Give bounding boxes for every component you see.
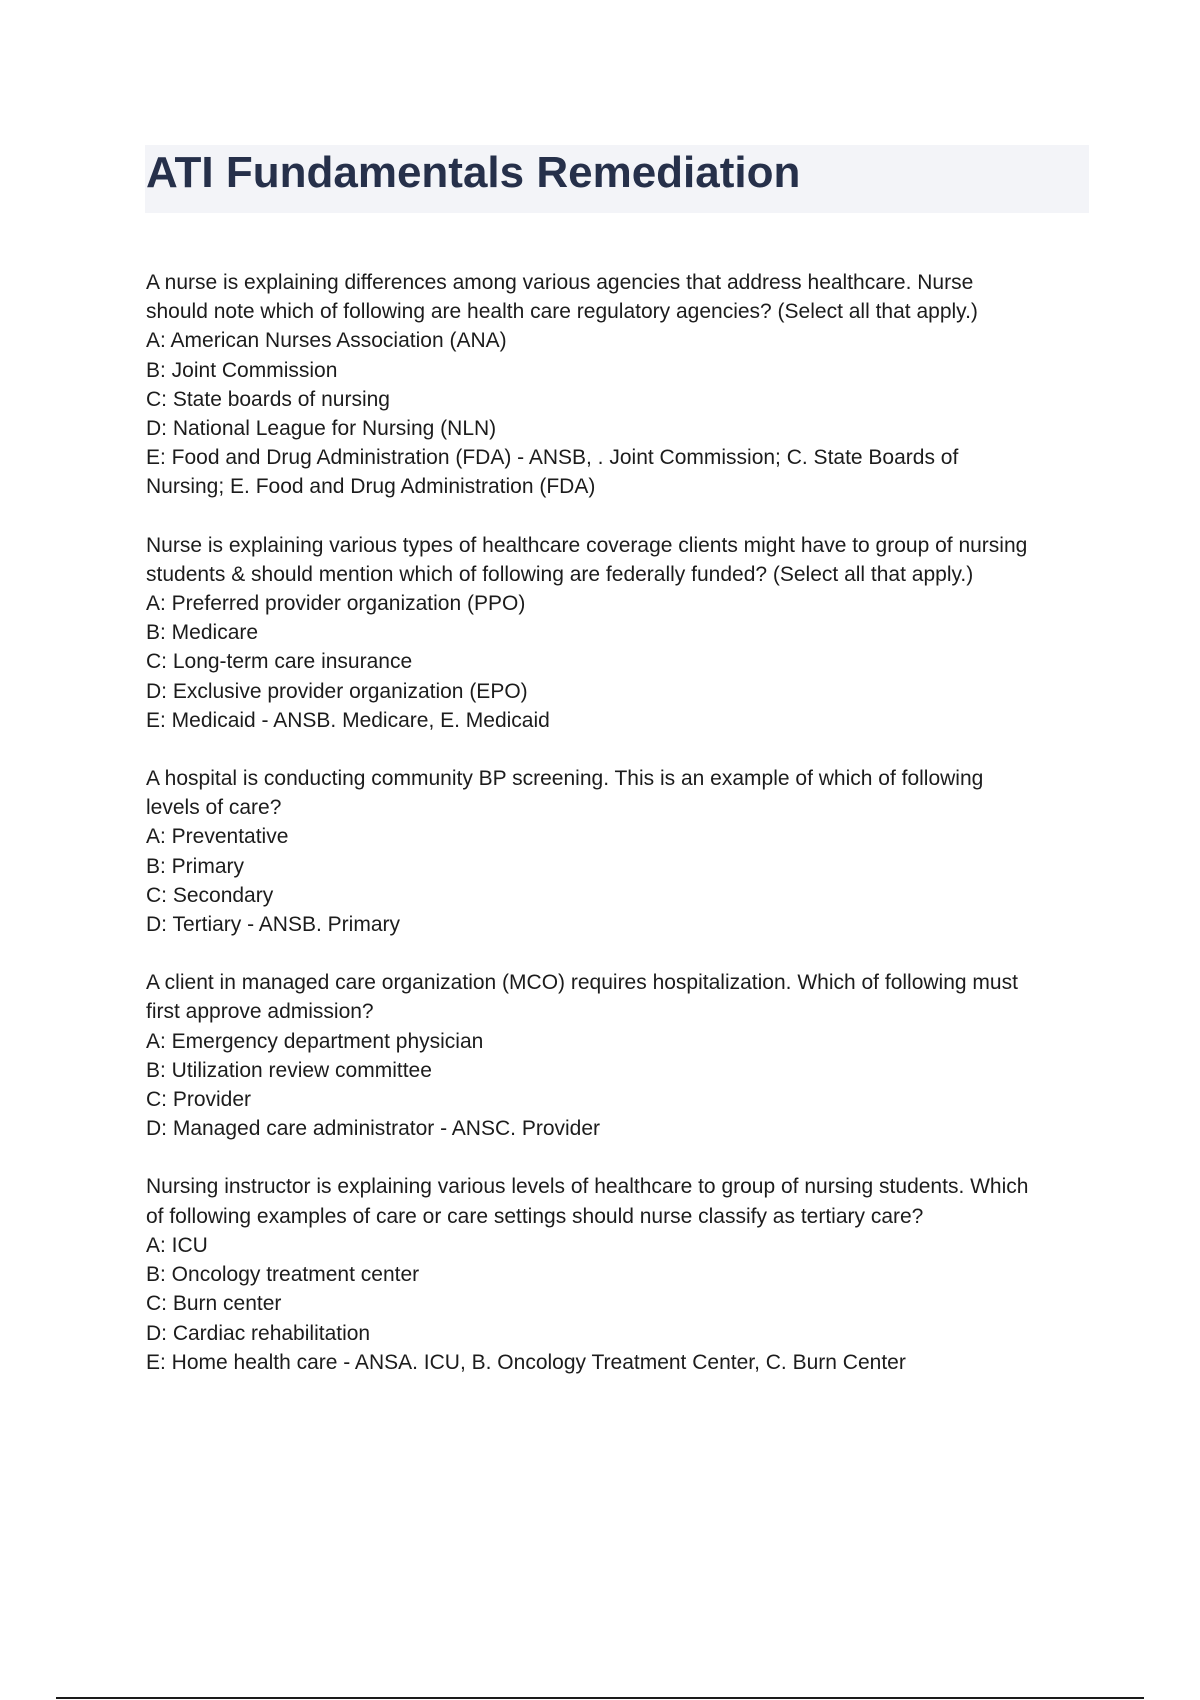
- question-text-line: A client in managed care organization (MCO) requires hospitalization. Which of following must: [146, 971, 1018, 995]
- answer-option: C: State boards of nursing: [146, 387, 390, 411]
- answer-option: A: Emergency department physician: [146, 1029, 484, 1053]
- question-text-line: A hospital is conducting community BP screening. This is an example of which of following: [146, 767, 984, 791]
- answer-option: C: Long-term care insurance: [146, 650, 413, 674]
- answer-option: B: Utilization review committee: [146, 1058, 432, 1082]
- answer-option: D: Tertiary - ANSB. Primary: [146, 913, 400, 937]
- question-block-2: [146, 531, 1091, 735]
- question-text-line: first approve admission?: [146, 1000, 374, 1024]
- answer-option: E: Medicaid - ANSB. Medicare, E. Medicaid: [146, 708, 550, 732]
- answer-option: E: Food and Drug Administration (FDA) - ANSB, . Joint Commission; C. State Boards of: [146, 446, 959, 470]
- answer-option: C: Secondary: [146, 883, 274, 907]
- answer-option: B: Primary: [146, 854, 245, 878]
- answer-option: C: Burn center: [146, 1292, 282, 1316]
- question-text-line: of following examples of care or care settings should nurse classify as tertiary care?: [146, 1204, 924, 1228]
- answer-option: C: Provider: [146, 1088, 252, 1112]
- answer-option: A: Preferred provider organization (PPO): [146, 592, 526, 616]
- question-text-line: should note which of following are health care regulatory agencies? (Select all that apply.): [146, 300, 978, 324]
- question-block-1: [146, 268, 1091, 502]
- answer-option: D: Cardiac rehabilitation: [146, 1321, 371, 1345]
- question-text-line: students & should mention which of following are federally funded? (Select all that apply.): [146, 562, 974, 586]
- question-text-line: A nurse is explaining differences among various agencies that address healthcare. Nurse: [146, 271, 974, 294]
- questions-list: [146, 268, 1091, 1406]
- question-text-line: levels of care?: [146, 796, 282, 820]
- answer-key: Nursing; E. Food and Drug Administration (FDA): [146, 475, 596, 499]
- answer-option: D: Managed care administrator - ANSC. Provider: [146, 1117, 601, 1141]
- answer-option: A: ICU: [146, 1233, 208, 1257]
- answer-option: A: American Nurses Association (ANA): [146, 329, 507, 353]
- answer-option: D: Exclusive provider organization (EPO): [146, 679, 528, 703]
- question-block-5: [146, 1172, 1091, 1376]
- question-block-3: [146, 764, 1091, 939]
- question-text-line: Nurse is explaining various types of healthcare coverage clients might have to group of nursing: [146, 533, 1028, 557]
- answer-option: A: Preventative: [146, 825, 289, 849]
- question-block-4: [146, 968, 1091, 1143]
- answer-option: D: National League for Nursing (NLN): [146, 417, 497, 441]
- answer-option: B: Medicare: [146, 621, 259, 645]
- question-text-line: Nursing instructor is explaining various levels of healthcare to group of nursing students. Which: [146, 1175, 1029, 1199]
- answer-option: E: Home health care - ANSA. ICU, B. Oncology Treatment Center, C. Burn Center: [146, 1350, 906, 1374]
- answer-option: B: Joint Commission: [146, 358, 338, 382]
- page-bottom-divider: [56, 1697, 1144, 1699]
- document-title: ATI Fundamentals Remediation: [146, 148, 801, 197]
- answer-option: B: Oncology treatment center: [146, 1263, 420, 1287]
